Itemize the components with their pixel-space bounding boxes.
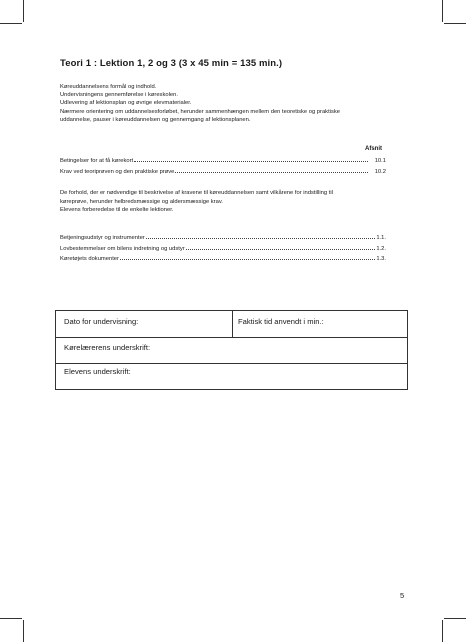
signature-box-row bbox=[56, 311, 407, 338]
toc-entry-label: Betjeningsudstyr og instrumenter bbox=[60, 235, 145, 241]
toc-entry-label: Betingelser for at få kørekort bbox=[60, 158, 134, 164]
requirements-line: køreprøve, herunder helbredsmæssige og aldersmæssige krav. bbox=[60, 198, 223, 205]
toc-entry-ref: 1.3. bbox=[376, 256, 386, 262]
date-field-label: Dato for undervisning: bbox=[64, 317, 139, 326]
signature-box bbox=[55, 310, 408, 390]
intro-line: Udlevering af lektionsplan og øvrige elevmaterialer. bbox=[60, 100, 192, 107]
crop-mark bbox=[442, 620, 443, 642]
toc-entry bbox=[60, 156, 386, 167]
section-reference-list bbox=[60, 233, 386, 265]
time-spent-field-label: Faktisk tid anvendt i min.: bbox=[238, 317, 324, 326]
intro-line: Køreuddannelsens formål og indhold. bbox=[60, 84, 157, 90]
crop-mark bbox=[0, 23, 22, 24]
requirements-line: Elevens forberedelse til de enkelte lektioner. bbox=[60, 207, 174, 213]
toc-entry-ref: 1.1. bbox=[376, 235, 386, 241]
dot-leader bbox=[134, 156, 368, 162]
crop-mark bbox=[23, 0, 24, 22]
section-column-header: Afsnit bbox=[365, 146, 382, 152]
lesson-title: Teori 1 : Lektion 1, 2 og 3 (3 x 45 min = 135 min.) bbox=[60, 58, 283, 69]
dot-leader bbox=[146, 233, 376, 239]
toc-entry bbox=[60, 233, 386, 244]
date-field[interactable] bbox=[56, 311, 233, 337]
dot-leader bbox=[120, 254, 375, 260]
toc-entry bbox=[60, 244, 386, 255]
crop-mark bbox=[0, 618, 22, 619]
intro-line: uddannelse, pauser i køreuddannelsen og gennemgang af lektionsplanen. bbox=[60, 116, 251, 123]
crop-mark bbox=[444, 23, 466, 24]
requirements-line: De forhold, der er nødvendige til beskrivelse af kravene til køreuddannelsen samt vilkårene for indstilling til bbox=[60, 190, 333, 196]
student-signature-label: Elevens underskrift: bbox=[64, 367, 131, 376]
toc-entry bbox=[60, 254, 386, 265]
page-number: 5 bbox=[400, 591, 405, 600]
student-signature-field[interactable] bbox=[56, 364, 407, 389]
toc-entry-label: Lovbestemmelser om bilens indretning og udstyr bbox=[60, 245, 185, 252]
section-reference-list bbox=[60, 156, 386, 177]
crop-mark bbox=[442, 0, 443, 22]
dot-leader bbox=[186, 244, 376, 250]
toc-entry-ref: 1.2. bbox=[376, 245, 386, 252]
toc-entry-ref: 10.1 bbox=[374, 158, 386, 164]
teacher-signature-label: Kørelærerens underskrift: bbox=[64, 343, 151, 352]
toc-entry-label: Krav ved teoriprøven og den praktiske prøve bbox=[60, 168, 175, 175]
intro-line: Undervisningens gennemførelse i køreskolen. bbox=[60, 92, 178, 99]
requirements-text bbox=[60, 189, 420, 215]
toc-entry-label: Køretøjets dokumenter bbox=[60, 256, 119, 262]
teacher-signature-field[interactable] bbox=[56, 338, 407, 364]
toc-entry bbox=[60, 167, 386, 178]
time-spent-field[interactable] bbox=[233, 311, 407, 337]
toc-entry-ref: 10.2 bbox=[374, 168, 386, 175]
intro-line: Nærmere orientering om uddannelsesforløbet, herunder sammenhængen mellem den teoretiske og praktiske bbox=[60, 108, 341, 115]
intro-text bbox=[60, 83, 420, 124]
crop-mark bbox=[444, 618, 466, 619]
crop-mark bbox=[23, 620, 24, 642]
dot-leader bbox=[175, 167, 368, 173]
